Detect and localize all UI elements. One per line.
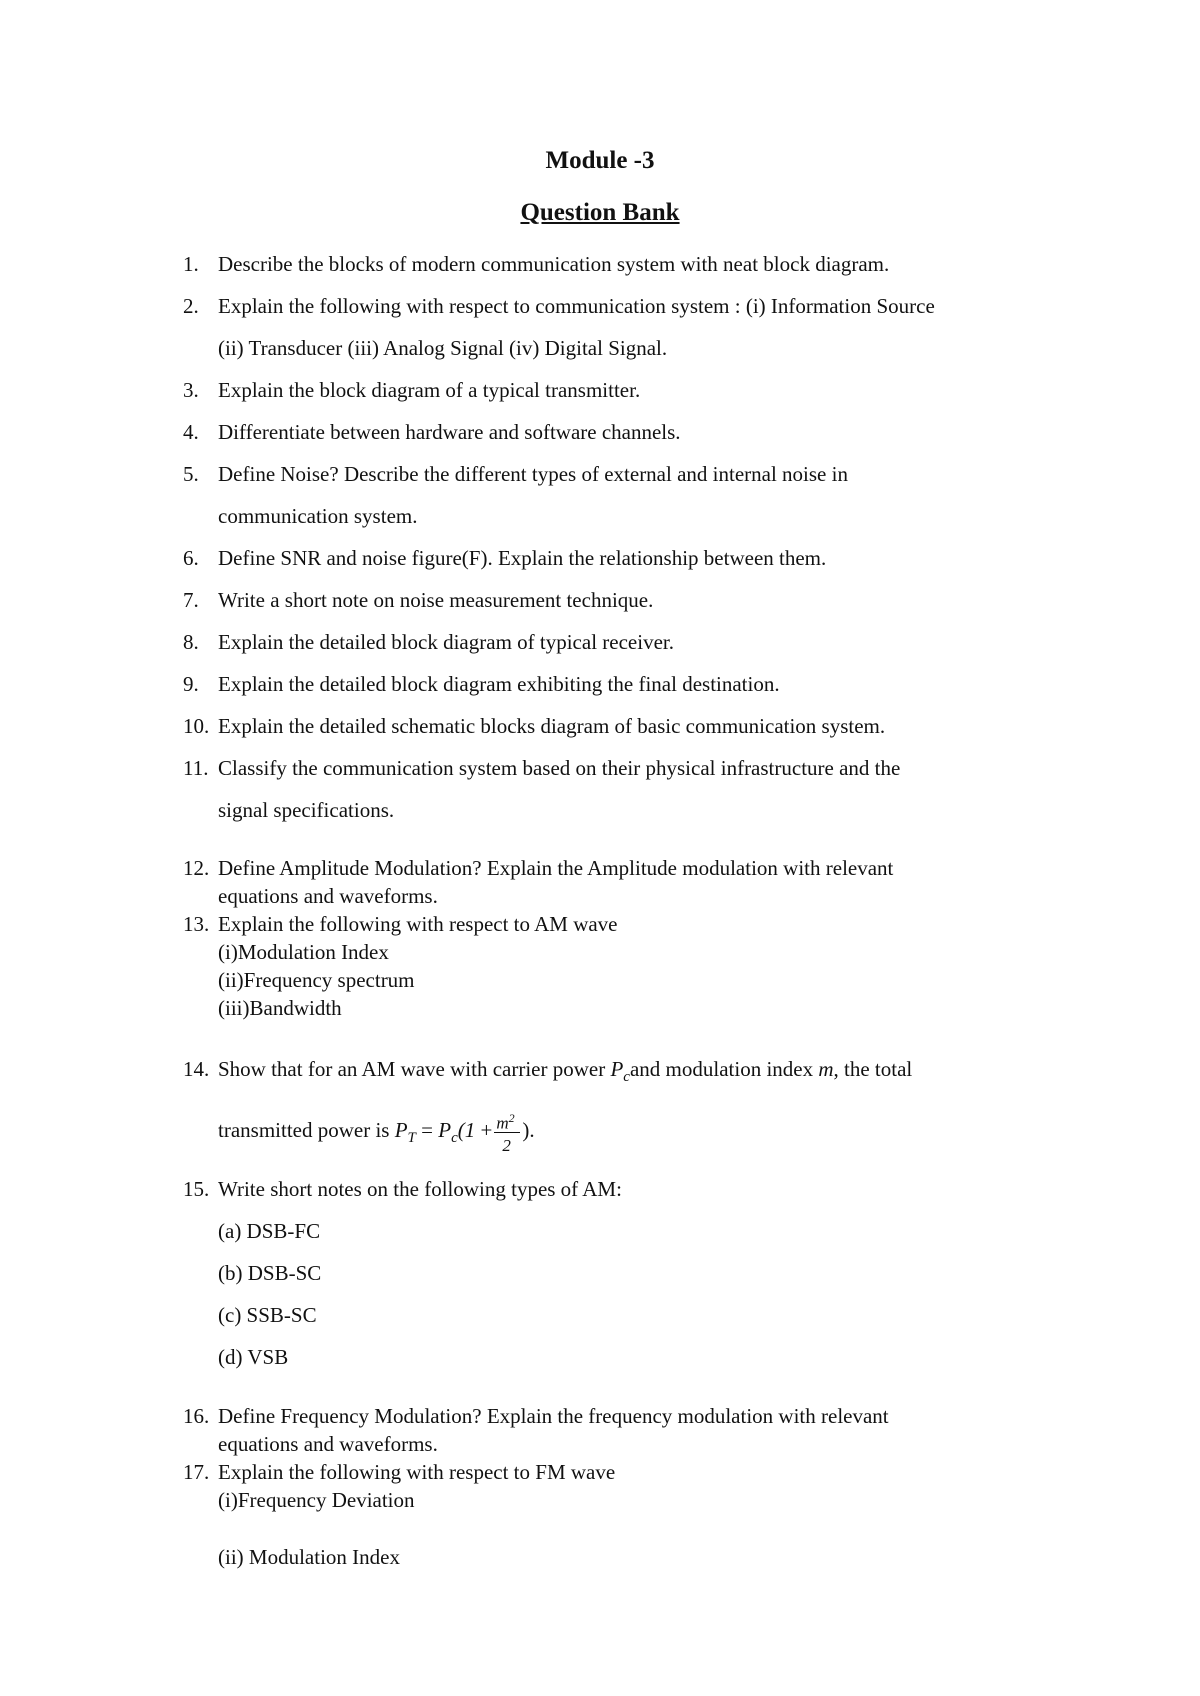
question-number: 14.: [183, 1057, 210, 1081]
question-number: 9.: [183, 672, 199, 696]
question-text: Define SNR and noise figure(F). Explain the relationship between them.: [218, 546, 827, 570]
question-text: equations and waveforms.: [218, 1432, 438, 1456]
question-subitem: (ii) Modulation Index: [218, 1545, 400, 1569]
question-number: 3.: [183, 378, 199, 402]
question-number: 7.: [183, 588, 199, 612]
question-text: [218, 1057, 912, 1089]
question-text: Explain the following with respect to FM wave: [218, 1460, 616, 1484]
question-number: 1.: [183, 252, 199, 276]
question-subitem: (c) SSB-SC: [218, 1303, 317, 1327]
question-text: Explain the detailed block diagram exhibiting the final destination.: [218, 672, 780, 696]
formula-line: [218, 1111, 535, 1156]
question-subitem: (i)Frequency Deviation: [218, 1488, 415, 1512]
page-title: Module -3: [545, 147, 655, 174]
question-text-part: transmitted power is: [218, 1118, 390, 1142]
question-number: 16.: [183, 1404, 210, 1428]
fraction: [492, 1111, 522, 1156]
math-operator: =: [421, 1118, 433, 1142]
question-text: Explain the detailed schematic blocks diagram of basic communication system.: [218, 714, 886, 738]
question-text-part: and modulation index: [629, 1057, 814, 1081]
question-number: 4.: [183, 420, 199, 444]
math-paren: ).: [522, 1118, 535, 1142]
question-number: 15.: [183, 1177, 210, 1201]
question-text: equations and waveforms.: [218, 884, 438, 908]
question-text: signal specifications.: [218, 798, 395, 822]
math-subscript: T: [407, 1130, 416, 1146]
question-text: Differentiate between hardware and software channels.: [218, 420, 681, 444]
math-paren: (: [457, 1118, 465, 1142]
math-symbol: P: [438, 1118, 452, 1142]
question-subitem: (i)Modulation Index: [218, 940, 389, 964]
question-text-part: Show that for an AM wave with carrier power: [218, 1057, 606, 1081]
numerator-base: m: [496, 1113, 509, 1133]
question-subitem: (b) DSB-SC: [218, 1261, 322, 1285]
math-symbol: P: [610, 1057, 624, 1081]
fraction-denominator: 2: [502, 1136, 511, 1156]
math-operator: +: [480, 1118, 493, 1142]
question-text: Classify the communication system based on their physical infrastructure and the: [218, 756, 901, 780]
question-subitem: (iii)Bandwidth: [218, 996, 342, 1020]
question-number: 11.: [183, 756, 209, 780]
numerator-exponent: 2: [508, 1111, 515, 1126]
math-symbol: m: [818, 1057, 834, 1081]
question-text: (ii) Transducer (iii) Analog Signal (iv) Digital Signal.: [218, 336, 668, 360]
question-subitem: (ii)Frequency spectrum: [218, 968, 415, 992]
page-subtitle: Question Bank: [520, 199, 680, 226]
question-number: 12.: [183, 856, 210, 880]
question-number: 5.: [183, 462, 199, 486]
question-text: Define Amplitude Modulation? Explain the Amplitude modulation with relevant: [218, 856, 894, 880]
question-text: communication system.: [218, 504, 418, 528]
question-text: Write short notes on the following types of AM:: [218, 1177, 622, 1201]
question-number: 2.: [183, 294, 199, 318]
question-text: Explain the detailed block diagram of typical receiver.: [218, 630, 674, 654]
question-text-part: , the total: [833, 1057, 913, 1081]
question-number: 17.: [183, 1460, 210, 1484]
question-text: Describe the blocks of modern communication system with neat block diagram.: [218, 252, 890, 276]
question-text: Explain the block diagram of a typical transmitter.: [218, 378, 641, 402]
question-text: Write a short note on noise measurement technique.: [218, 588, 654, 612]
question-text: Define Noise? Describe the different types of external and internal noise in: [218, 462, 848, 486]
question-number: 10.: [183, 714, 210, 738]
question-text: Define Frequency Modulation? Explain the frequency modulation with relevant: [218, 1404, 889, 1428]
math-one: 1: [464, 1118, 476, 1142]
question-text: Explain the following with respect to communication system : (i) Information Source: [218, 294, 935, 318]
fraction-bar: [494, 1132, 520, 1133]
question-subitem: (a) DSB-FC: [218, 1219, 321, 1243]
question-text: Explain the following with respect to AM wave: [218, 912, 618, 936]
math-symbol: P: [394, 1118, 408, 1142]
question-number: 13.: [183, 912, 210, 936]
formula: [394, 1111, 535, 1156]
math-subscript: c: [623, 1069, 630, 1085]
question-number: 8.: [183, 630, 199, 654]
math-subscript: c: [451, 1130, 458, 1146]
question-number: 6.: [183, 546, 199, 570]
question-subitem: (d) VSB: [218, 1345, 289, 1369]
